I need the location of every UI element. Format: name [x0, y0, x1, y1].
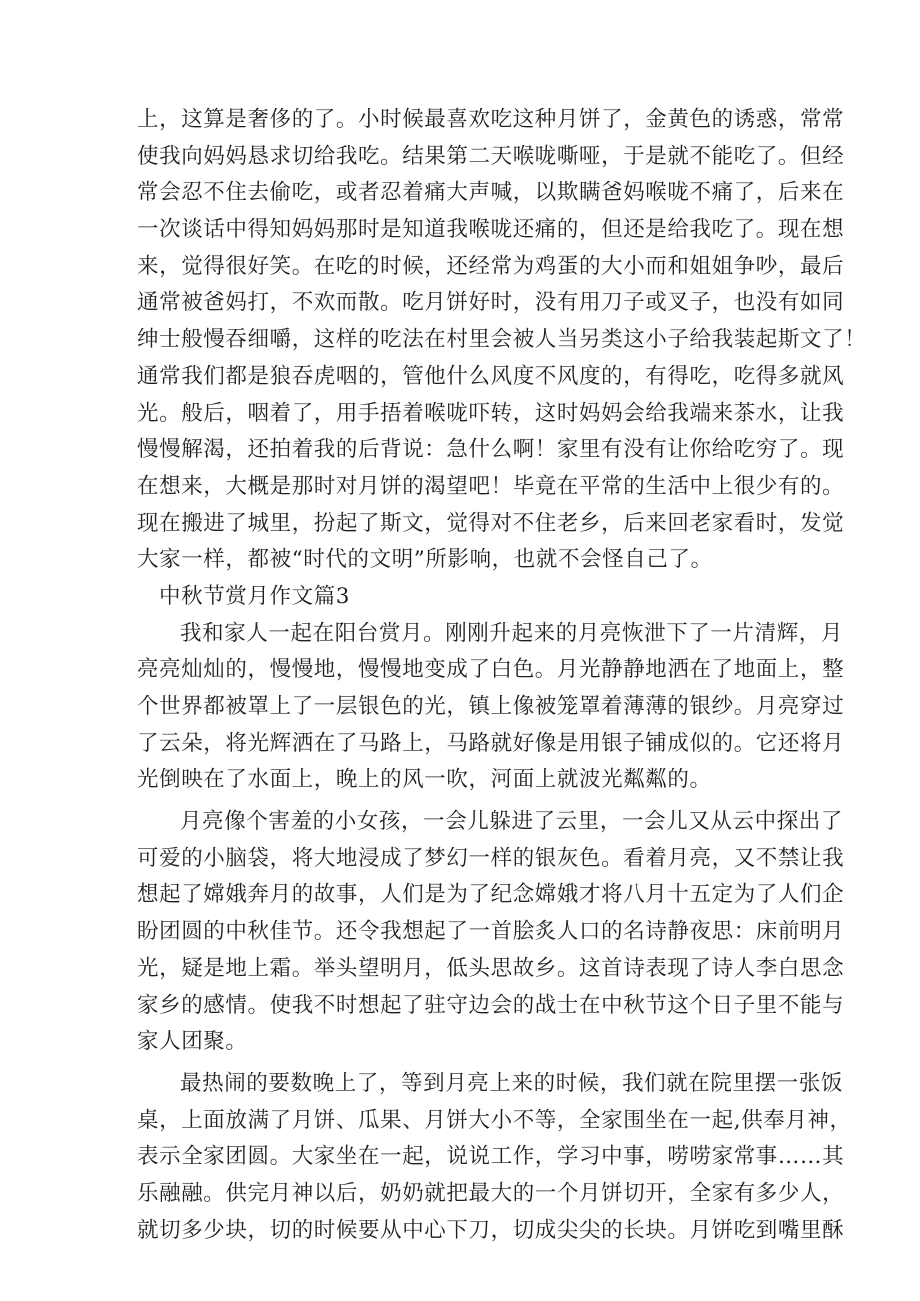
text-line: 慢慢解渴，还拍着我的后背说：急什么啊！家里有没有让你给吃穷了。现: [137, 437, 845, 463]
text-line: 桌，上面放满了月饼、瓜果、月饼大小不等，全家围坐在一起,供奉月神，: [137, 1107, 852, 1133]
article-body: [137, 102, 867, 1249]
paragraph: [137, 616, 845, 799]
section-heading: [137, 579, 793, 616]
text-line: 常会忍不住去偷吃，或者忍着痛大声喊，以欺瞒爸妈喉咙不痛了，后来在: [137, 180, 845, 206]
text-line: 现在搬进了城里，扮起了斯文，觉得对不住老乡，后来回老家看时，发觉: [137, 510, 845, 536]
text-line: 一次谈话中得知妈妈那时是知道我喉咙还痛的，但还是给我吃了。现在想: [137, 217, 845, 243]
text-line: 最热闹的要数晚上了，等到月亮上来的时候，我们就在院里摆一张饭: [180, 1070, 844, 1096]
text-line: 绅士般慢吞细嚼，这样的吃法在村里会被人当另类这小子给我装起斯文了！: [137, 327, 867, 353]
text-line: 来，觉得很好笑。在吃的时候，还经常为鸡蛋的大小而和姐姐争吵，最后: [137, 253, 845, 279]
text-line: 通常我们都是狼吞虎咽的，管他什么风度不风度的，有得吃，吃得多就风: [137, 363, 845, 389]
text-line: 使我向妈妈恳求切给我吃。结果第二天喉咙嘶哑，于是就不能吃了。但经: [137, 143, 845, 169]
text-line: 我和家人一起在阳台赏月。刚刚升起来的月亮恢泄下了一片清辉，月: [180, 620, 844, 646]
text-line: 光倒映在了水面上，晚上的风一吹，河面上就波光粼粼的。: [137, 767, 712, 793]
text-line: 盼团圆的中秋佳节。还令我想起了一首脍炙人口的名诗静夜思：床前明月: [137, 919, 845, 945]
text-line: 上，这算是奢侈的了。小时候最喜欢吃这种月饼了，金黄色的诱惑，常常: [137, 107, 845, 132]
text-line: 光。般后，咽着了，用手捂着喉咙吓转，这时妈妈会给我端来茶水，让我: [137, 400, 845, 426]
text-line: 家人团聚。: [137, 1029, 248, 1055]
text-line: 乐融融。供完月神以后，奶奶就把最大的一个月饼切开，全家有多少人，: [137, 1180, 845, 1206]
text-line: 想起了嫦娥奔月的故事，人们是为了纪念嫦娥才将八月十五定为了人们企: [137, 882, 845, 908]
text-line: 就切多少块，切的时候要从中心下刀，切成尖尖的长块。月饼吃到嘴里酥: [137, 1217, 845, 1243]
paragraph: [137, 1066, 852, 1249]
text-line: 可爱的小脑袋，将大地浸成了梦幻一样的银灰色。看着月亮，又不禁让我: [137, 845, 845, 871]
section-title: 中秋节赏月作文篇3: [159, 583, 351, 609]
text-line: 亮亮灿灿的，慢慢地，慢慢地变成了白色。月光静静地洒在了地面上，整: [137, 657, 845, 683]
paragraph: [137, 804, 845, 1061]
text-line: 家乡的感情。使我不时想起了驻守边会的战士在中秋节这个日子里不能与: [137, 992, 845, 1018]
text-line: 在想来，大概是那时对月饼的渴望吧！毕竟在平常的生活中上很少有的。: [137, 473, 845, 499]
text-line: 光，疑是地上霜。举头望明月，低头思故乡。这首诗表现了诗人李白思念: [137, 955, 845, 981]
text-line: 通常被爸妈打，不欢而散。吃月饼好时，没有用刀子或叉子，也没有如同: [137, 290, 845, 316]
text-line: 大家一样，都被“时代的文明”所影响，也就不会怪自己了。: [137, 547, 713, 573]
text-line: 表示全家团圆。大家坐在一起，说说工作，学习中事，唠唠家常事……其: [137, 1144, 845, 1170]
text-line: 月亮像个害羞的小女孩，一会儿躲进了云里，一会儿又从云中探出了: [180, 809, 844, 835]
text-line: 个世界都被罩上了一层银色的光，镇上像被笼罩着薄薄的银纱。月亮穿过: [137, 694, 845, 719]
text-line: 了云朵，将光辉洒在了马路上，马路就好像是用银子铺成似的。它还将月: [137, 730, 845, 756]
paragraph-continued: [137, 102, 867, 579]
